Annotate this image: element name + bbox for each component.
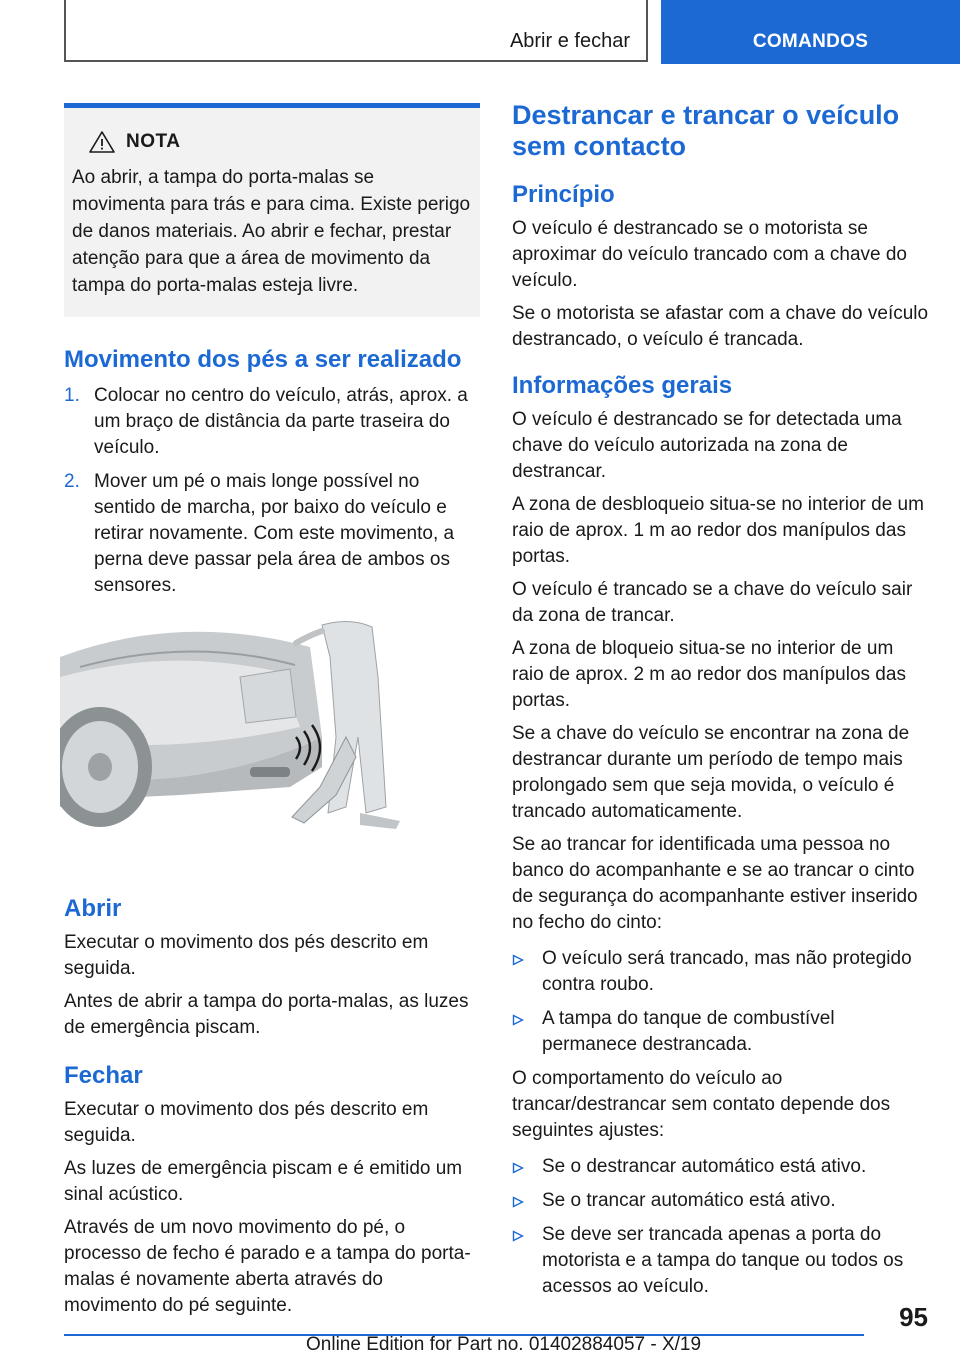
open-paragraph-2: Antes de abrir a tampa do porta-malas, as luzes de emergência piscam.: [64, 991, 469, 1038]
bullet-list-2: [512, 1154, 930, 1300]
step-text: Colocar no centro do veículo, atrás, aprox. a um braço de distância da parte traseira do veículo.: [94, 385, 468, 458]
bullet-text: Se o trancar automático está ativo.: [542, 1190, 836, 1211]
step-text: Mover um pé o mais longe possível no sentido de marcha, por baixo do veículo e retirar novamente. Com este movimento, a perna deve passar pela área de ambos os sensores.: [94, 471, 455, 596]
principle-heading: Princípio: [512, 181, 615, 208]
bullet-triangle-icon: [512, 1188, 542, 1214]
bullet-list-1: [512, 946, 930, 1058]
bullet-triangle-icon: [512, 1222, 542, 1300]
step-number: 2.: [64, 471, 80, 492]
general-paragraph-3: O veículo é trancado se a chave do veículo sair da zona de trancar.: [512, 579, 913, 626]
note-box: [64, 103, 480, 317]
note-header: [88, 130, 472, 154]
close-paragraph-1: Executar o movimento dos pés descrito em seguida.: [64, 1099, 429, 1146]
bullet-text: O veículo será trancado, mas não protegido contra roubo.: [542, 948, 912, 995]
list-item: [512, 1154, 930, 1180]
general-paragraph-4: A zona de bloqueio situa-se no interior de um raio de aprox. 2 m ao redor dos manípulos das portas.: [512, 638, 906, 711]
close-paragraph-3: Através de um novo movimento do pé, o processo de fecho é parado e a tampa do porta-malas é novamente aberta através do movimento do pé seguinte.: [64, 1217, 471, 1316]
general-paragraph-2: A zona de desbloqueio situa-se no interior de um raio de aprox. 1 m ao redor dos manípulos das portas.: [512, 494, 924, 567]
open-heading: Abrir: [64, 895, 122, 922]
open-paragraph-1: Executar o movimento dos pés descrito em seguida.: [64, 932, 429, 979]
principle-paragraph-2: Se o motorista se afastar com a chave do veículo destrancado, o veículo é trancada.: [512, 303, 929, 350]
list-item: [64, 469, 480, 599]
list-item: [512, 1222, 930, 1300]
warning-icon: [88, 130, 116, 154]
header-chapter-tab[interactable]: [661, 0, 960, 64]
header-section-title: Abrir e fechar: [509, 30, 630, 52]
general-paragraph-1: O veículo é destrancado se for detectada uma chave do veículo autorizada na zona de destrancar.: [512, 409, 902, 482]
left-column: [64, 103, 480, 1319]
step-number: 1.: [64, 385, 80, 406]
general-paragraph-6: Se ao trancar for identificada uma pessoa no banco do acompanhante e se ao trancar o cinto de segurança do acompanhante estiver inserido no fecho do cinto:: [512, 834, 918, 933]
right-column: [512, 100, 930, 1308]
page-number: 95: [899, 1302, 928, 1332]
close-heading: Fechar: [64, 1062, 143, 1089]
keyless-heading: Destrancar e trancar o veículo sem contacto: [512, 100, 900, 161]
general-paragraph-7: O comportamento do veículo ao trancar/destrancar sem contato depende dos seguintes ajustes:: [512, 1068, 891, 1141]
list-item: [512, 1006, 930, 1058]
bullet-text: Se o destrancar automático está ativo.: [542, 1156, 867, 1177]
header-tab: [64, 0, 648, 62]
principle-paragraph-1: O veículo é destrancado se o motorista se aproximar do veículo trancado com a chave do veículo.: [512, 218, 907, 291]
footer-edition: Online Edition for Part no. 01402884057 - X/19: [306, 1334, 702, 1355]
note-text: Ao abrir, a tampa do porta-malas se movimenta para trás e para cima. Existe perigo de danos materiais. Ao abrir e fechar, prestar atenção para que a área de movimento da tampa do porta-malas esteja livre.: [72, 167, 471, 296]
close-paragraph-2: As luzes de emergência piscam e é emitido um sinal acústico.: [64, 1158, 463, 1205]
bullet-triangle-icon: [512, 1006, 542, 1058]
general-heading: Informações gerais: [512, 372, 733, 399]
list-item: [64, 383, 480, 461]
general-paragraph-5: Se a chave do veículo se encontrar na zona de destrancar durante um período de tempo mais prolongado sem que seja movida, o veículo é trancado automaticamente.: [512, 723, 910, 822]
bullet-triangle-icon: [512, 946, 542, 998]
note-title: NOTA: [126, 131, 181, 152]
foot-gesture-illustration: [60, 617, 412, 837]
movement-steps: [64, 383, 480, 599]
bullet-triangle-icon: [512, 1154, 542, 1180]
list-item: [512, 1188, 930, 1214]
list-item: [512, 946, 930, 998]
chapter-label: COMANDOS: [752, 31, 869, 52]
bullet-text: A tampa do tanque de combustível permanece destrancada.: [542, 1008, 835, 1055]
movement-heading: Movimento dos pés a ser realizado: [64, 346, 462, 373]
bullet-text: Se deve ser trancada apenas a porta do motorista e a tampa do tanque ou todos os acessos ao veículo.: [542, 1224, 904, 1297]
